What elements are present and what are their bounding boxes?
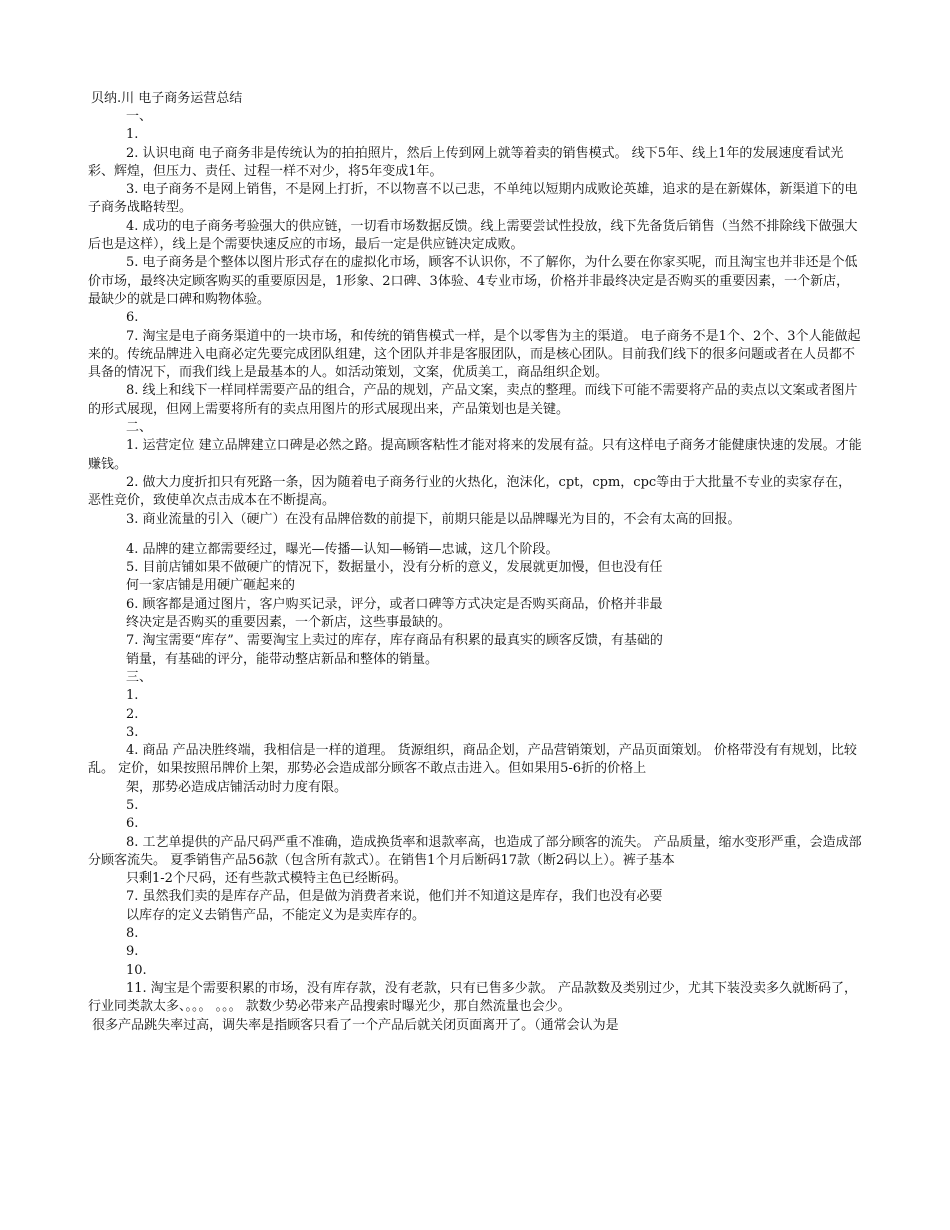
paragraph: 3. 商业流量的引入（硬广）在没有品牌倍数的前提下，前期只能是以品牌曝光为目的，不会有太高的回报。 xyxy=(126,511,741,527)
document-title: 贝纳.川 电子商务运营总结 xyxy=(91,91,243,106)
paragraph: 7. 虽然我们卖的是库存产品，但是做为消费者来说，他们并不知道这是库存，我们也没有必要 xyxy=(126,889,663,905)
paragraph: 6. 顾客都是通过图片，客户购买记录，评分，或者口碑等方式决定是否购买商品，价格并非最 xyxy=(126,596,663,612)
paragraph: 2. xyxy=(126,706,139,722)
section-heading: 一、 xyxy=(126,109,153,124)
paragraph: 6. xyxy=(126,310,139,326)
paragraph-continuation: 终决定是否购买的重要因素，一个新店，这些事最缺的。 xyxy=(126,615,452,631)
paragraph: 很多产品跳失率过高，调失率是指顾客只看了一个产品后就关闭页面离开了。（通常会认为是 xyxy=(88,1017,619,1033)
paragraph: 7. 淘宝是电子商务渠道中的一块市场，和传统的销售模式一样，是个以零售为主的渠道。 电子商务不是1个、2个、3个人能做起来的。传统品牌进入电商必定先要完成团队组建，这个团队并非是客服团队，而是核心团队。目前我们线下的很多问题或者在人员都不具备的情况下，而我们线上是最基本的人。如活动策划，文案，优质美工，商品组织企划。 xyxy=(88,328,861,381)
section-heading: 二、 xyxy=(126,420,153,436)
paragraph: 1. xyxy=(126,127,139,143)
paragraph: 4. 品牌的建立都需要经过，曝光—传播—认知—畅销—忠诚，这几个阶段。 xyxy=(126,541,559,557)
paragraph: 8. xyxy=(126,926,139,942)
paragraph: 4. 商品 产品决胜终端，我相信是一样的道理。 货源组织，商品企划，产品营销策划，产品页面策划。 价格带没有有规划，比较乱。 定价，如果按照吊牌价上架，那势必会造成部分顾客不敢点击进入。但如果用5-6折的价格上 xyxy=(88,743,857,777)
paragraph: 6. xyxy=(126,816,139,832)
paragraph: 1. xyxy=(126,688,139,704)
paragraph: 5. xyxy=(126,797,139,813)
paragraph: 8. 线上和线下一样同样需要产品的组合，产品的规划，产品文案，卖点的整理。而线下可能不需要将产品的卖点以文案或者图片的形式展现，但网上需要将所有的卖点用图片的形式展现出来，产品策划也是关键。 xyxy=(88,383,858,417)
blank-line xyxy=(88,529,862,541)
paragraph-continuation: 架，那势必造成店铺活动时力度有限。 xyxy=(126,779,348,795)
paragraph: 11. 淘宝是个需要积累的市场，没有库存款，没有老款，只有已售多少款。 产品款数及类别过少，尤其下装没卖多久就断码了，行业同类款太多、。。。 。。。 款数少势必带来产品搜索时曝光少，那自然流量也会少。 xyxy=(88,980,857,1015)
paragraph: 5. 目前店铺如果不做硬广的情况下，数据量小，没有分析的意义，发展就更加慢，但也没有任 xyxy=(126,560,663,576)
section-heading: 三、 xyxy=(126,669,153,685)
paragraph-continuation: 以库存的定义去销售产品，不能定义为是卖库存的。 xyxy=(126,907,426,923)
paragraph: 2. 认识电商 电子商务非是传统认为的拍拍照片，然后上传到网上就等着卖的销售模式。 线下5年、线上1年的发展速度看试光彩、辉煌，但压力、责任、过程一样不对少，将5年变成1年。 xyxy=(88,145,844,179)
paragraph: 3. 电子商务不是网上销售，不是网上打折，不以物喜不以己悲，不单纯以短期内成败论英雄，追求的是在新媒体，新渠道下的电子商务战略转型。 xyxy=(88,182,858,216)
paragraph: 1. 运营定位 建立品牌建立口碑是必然之路。提高顾客粘性才能对将来的发展有益。只有这样电子商务才能健康快速的发展。才能赚钱。 xyxy=(88,438,862,472)
paragraph-continuation: 何一家店铺是用硬广砸起来的 xyxy=(126,578,296,594)
document-body xyxy=(88,108,862,1035)
paragraph: 3. xyxy=(126,724,139,740)
paragraph: 9. xyxy=(126,944,139,960)
paragraph-continuation: 销量，有基础的评分，能带动整店新品和整体的销量。 xyxy=(126,651,439,667)
paragraph: 2. 做大力度折扣只有死路一条，因为随着电子商务行业的火热化，泡沫化，cpt，cpm，cpc等由于大批量不专业的卖家存在，恶性竞价，致使单次点击成本在不断提高。 xyxy=(88,474,852,509)
paragraph-continuation: 只剩1-2个尺码，还有些款式模特主色已经断码。 xyxy=(126,871,407,887)
paragraph: 7. 淘宝需要“库存”、需要淘宝上卖过的库存，库存商品有积累的最真实的顾客反馈，有基础的 xyxy=(126,633,663,649)
paragraph: 10. xyxy=(126,962,147,978)
paragraph: 5. 电子商务是个整体以图片形式存在的虚拟化市场，顾客不认识你，不了解你，为什么要在你家买呢，而且淘宝也并非还是个低价市场，最终决定顾客购买的重要原因是，1形象、2口碑、3体验、4专业市场，价格并非最终决定是否购买的重要因素，一个新店，最缺少的就是口碑和购物体验。 xyxy=(88,255,858,307)
paragraph: 4. 成功的电子商务考验强大的供应链，一切看市场数据反馈。线上需要尝试性投放，线下先备货后销售（当然不排除线下做强大后也是这样），线上是个需要快速反应的市场，最后一定是供应链决定成败。 xyxy=(88,218,858,253)
paragraph: 8. 工艺单提供的产品尺码严重不准确，造成换货率和退款率高，也造成了部分顾客的流失。 产品质量，缩水变形严重，会造成部分顾客流失。 夏季销售产品56款（包含所有款式）。在销售1个月后断码17款（断2码以上）。裤子基本 xyxy=(88,834,862,868)
